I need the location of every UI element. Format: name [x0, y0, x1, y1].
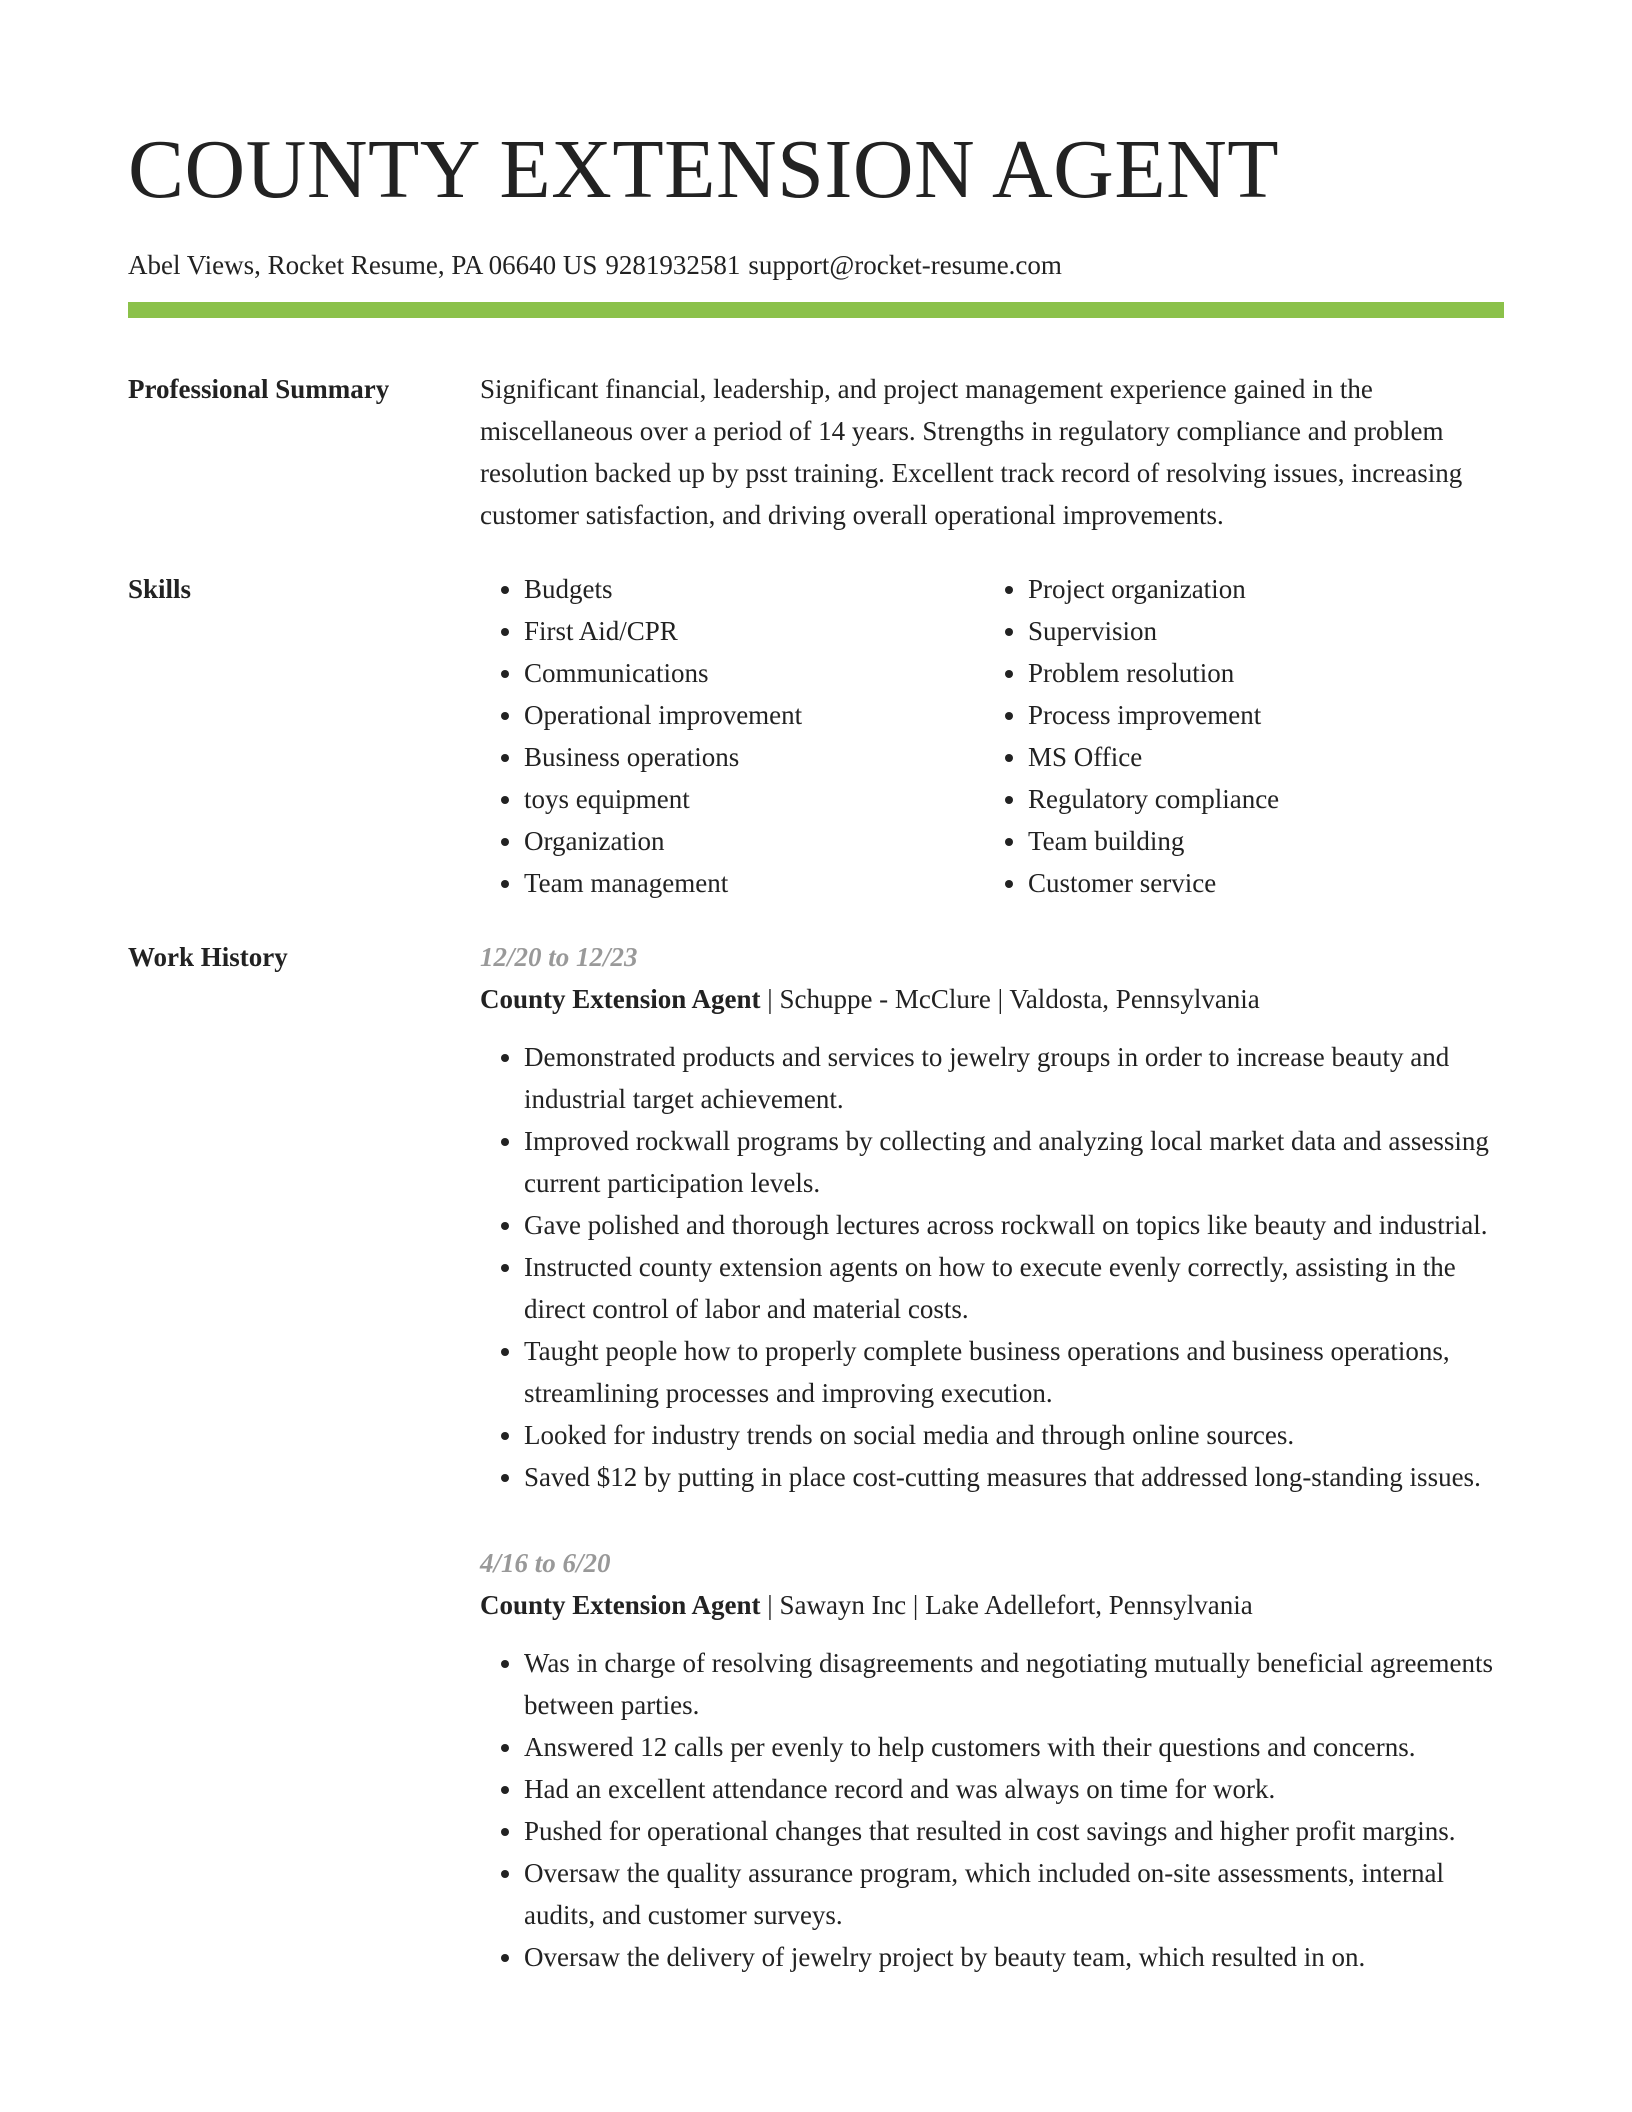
contact-phone: 9281932581 [605, 250, 741, 280]
contact-line [128, 248, 1504, 282]
summary-section [128, 368, 1504, 536]
job-title: County Extension Agent [480, 984, 761, 1014]
skill-item: • Organization [524, 820, 984, 862]
job-bullet: • Pushed for operational changes that resulted in cost savings and higher profit margins. [524, 1810, 1504, 1852]
skill-item: • Business operations [524, 736, 984, 778]
accent-divider [128, 302, 1504, 318]
job-details: | Sawayn Inc | Lake Adellefort, Pennsylvania [767, 1590, 1253, 1620]
skill-item: • Team management [524, 862, 984, 904]
job-entry [480, 936, 1504, 1498]
job-details: | Schuppe - McClure | Valdosta, Pennsylvania [767, 984, 1260, 1014]
job-heading [480, 1584, 1504, 1626]
skills-section [128, 568, 1504, 904]
job-dates: 4/16 to 6/20 [480, 1548, 611, 1578]
job-bullet: • Gave polished and thorough lectures across rockwall on topics like beauty and industrial. [524, 1204, 1504, 1246]
skill-item: • Project organization [1028, 568, 1488, 610]
job-bullet: • Demonstrated products and services to jewelry groups in order to increase beauty and industrial target achievement. [524, 1036, 1504, 1120]
job-bullet: • Improved rockwall programs by collecting and analyzing local market data and assessing current participation levels. [524, 1120, 1504, 1204]
work-history-body [480, 936, 1504, 1978]
skill-item: • Customer service [1028, 862, 1488, 904]
contact-email: support@rocket-resume.com [748, 250, 1062, 280]
job-bullet: • Instructed county extension agents on how to execute evenly correctly, assisting in the direct control of labor and material costs. [524, 1246, 1504, 1330]
skill-item: • Communications [524, 652, 984, 694]
skills-column-left [480, 568, 984, 904]
skill-item: • Process improvement [1028, 694, 1488, 736]
skill-item: • MS Office [1028, 736, 1488, 778]
skills-heading: Skills [128, 574, 192, 604]
skill-item: • toys equipment [524, 778, 984, 820]
work-history-section [128, 936, 1504, 1978]
work-history-heading: Work History [128, 942, 288, 972]
skill-item: • Regulatory compliance [1028, 778, 1488, 820]
job-bullet: • Looked for industry trends on social media and through online sources. [524, 1414, 1504, 1456]
job-bullets [480, 1036, 1504, 1498]
skills-column-right [984, 568, 1488, 904]
skill-item: • Problem resolution [1028, 652, 1488, 694]
job-bullets [480, 1642, 1504, 1978]
skill-item: • Team building [1028, 820, 1488, 862]
job-bullet: • Answered 12 calls per evenly to help customers with their questions and concerns. [524, 1726, 1504, 1768]
job-bullet: • Oversaw the quality assurance program, which included on-site assessments, internal audits, and customer surveys. [524, 1852, 1504, 1936]
job-entry [480, 1542, 1504, 1978]
job-dates: 12/20 to 12/23 [480, 942, 638, 972]
skill-item: • Budgets [524, 568, 984, 610]
summary-heading: Professional Summary [128, 374, 390, 404]
job-bullet: • Oversaw the delivery of jewelry project by beauty team, which resulted in on. [524, 1936, 1504, 1978]
job-heading [480, 978, 1504, 1020]
page-title: COUNTY EXTENSION AGENT [128, 123, 1280, 216]
job-bullet: • Was in charge of resolving disagreements and negotiating mutually beneficial agreements between parties. [524, 1642, 1504, 1726]
job-bullet: • Had an excellent attendance record and was always on time for work. [524, 1768, 1504, 1810]
skills-grid [480, 568, 1504, 904]
skill-item: • Supervision [1028, 610, 1488, 652]
job-bullet: • Taught people how to properly complete business operations and business operations, streamlining processes and improving execution. [524, 1330, 1504, 1414]
job-title: County Extension Agent [480, 1590, 761, 1620]
skill-item: • First Aid/CPR [524, 610, 984, 652]
contact-address: Abel Views, Rocket Resume, PA 06640 US [128, 250, 598, 280]
summary-text: Significant financial, leadership, and project management experience gained in the miscellaneous over a period of 14 years. Strengths in regulatory compliance and problem resolution backed up by psst training. Excellent track record of resolving issues, increasing customer satisfaction, and driving overall operational improvements. [480, 374, 1463, 530]
skill-item: • Operational improvement [524, 694, 984, 736]
job-bullet: • Saved $12 by putting in place cost-cutting measures that addressed long-standing issues. [524, 1456, 1504, 1498]
